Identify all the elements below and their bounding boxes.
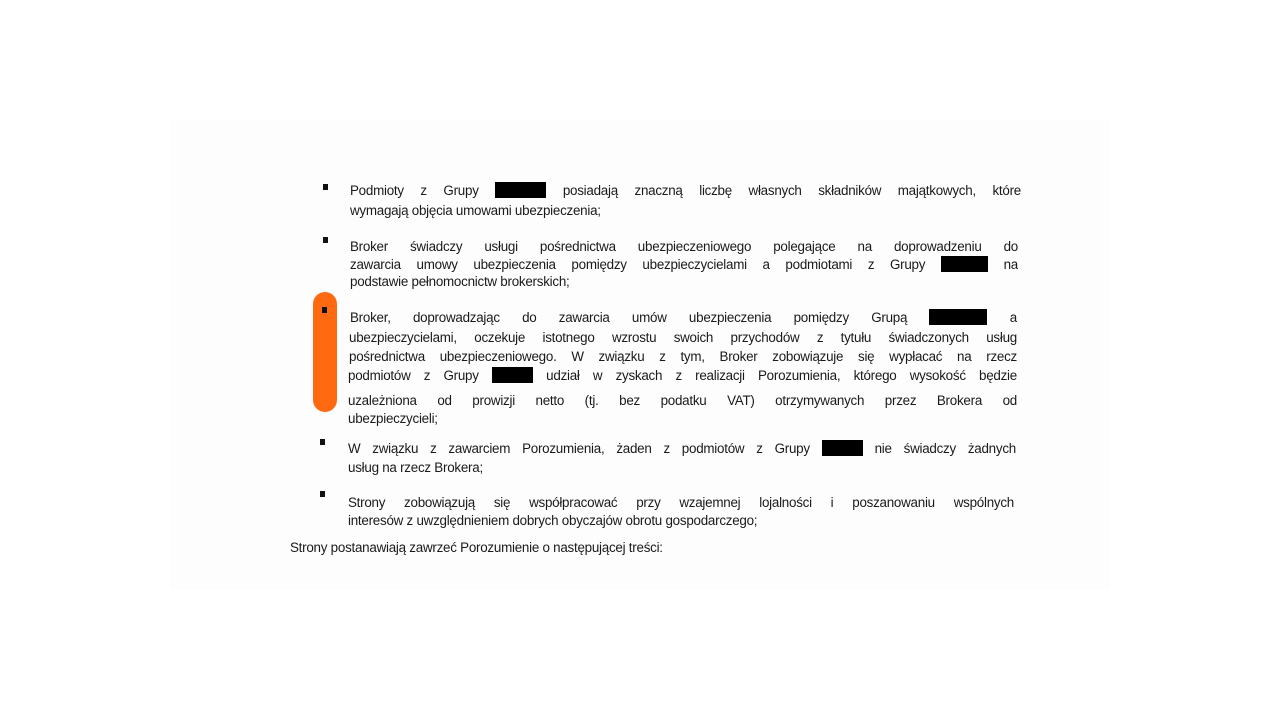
list-item-line: W związku z zawarciem Porozumienia, żaden z podmiotów z Grupy nie świadczy żadnych (348, 441, 1016, 456)
list-item-line: Broker świadczy usługi pośrednictwa ubezpieczeniowego polegające na doprowadzeniu do (350, 239, 1018, 254)
list-item-line: usług na rzecz Brokera; (348, 460, 483, 475)
bullet-icon (320, 439, 325, 445)
redaction (941, 256, 988, 272)
list-item-line: pośrednictwa ubezpieczeniowego. W związku z tym, Broker zobowiązuje się wypłacać na rzecz (349, 349, 1017, 364)
redaction (495, 182, 546, 198)
redaction (929, 309, 987, 325)
bullet-icon (323, 184, 328, 190)
list-item-line: podstawie pełnomocnictw brokerskich; (350, 274, 570, 289)
list-item-line: podmiotów z Grupy udział w zyskach z realizacji Porozumienia, którego wysokość będzie (348, 368, 1017, 383)
bullet-icon (323, 237, 328, 243)
closing-statement: Strony postanawiają zawrzeć Porozumienie o następującej treści: (290, 540, 663, 555)
list-item-line: interesów z uwzględnieniem dobrych obyczajów obrotu gospodarczego; (348, 513, 758, 528)
list-item-line: zawarcia umowy ubezpieczenia pomiędzy ubezpieczycielami a podmiotami z Grupy na (350, 257, 1018, 272)
bullet-icon (322, 307, 327, 313)
list-item-line: uzależniona od prowizji netto (tj. bez podatku VAT) otrzymywanych przez Brokera od (348, 393, 1017, 408)
redaction (492, 367, 533, 383)
list-item-line: wymagają objęcia umowami ubezpieczenia; (350, 203, 601, 218)
list-item-line: Podmioty z Grupy posiadają znaczną liczbę własnych składników majątkowych, które (350, 183, 1021, 198)
bullet-icon (320, 491, 325, 497)
list-item-line: Broker, doprowadzając do zawarcia umów ubezpieczenia pomiędzy Grupą a (350, 310, 1017, 325)
list-item-line: ubezpieczycieli; (348, 411, 438, 426)
list-item-line: ubezpieczycielami, oczekuje istotnego wzrostu swoich przychodów z tytułu świadczonych usług (349, 330, 1017, 345)
redaction (822, 440, 863, 456)
list-item-line: Strony zobowiązują się współpracować przy wzajemnej lojalności i poszanowaniu wspólnych (348, 495, 1014, 510)
